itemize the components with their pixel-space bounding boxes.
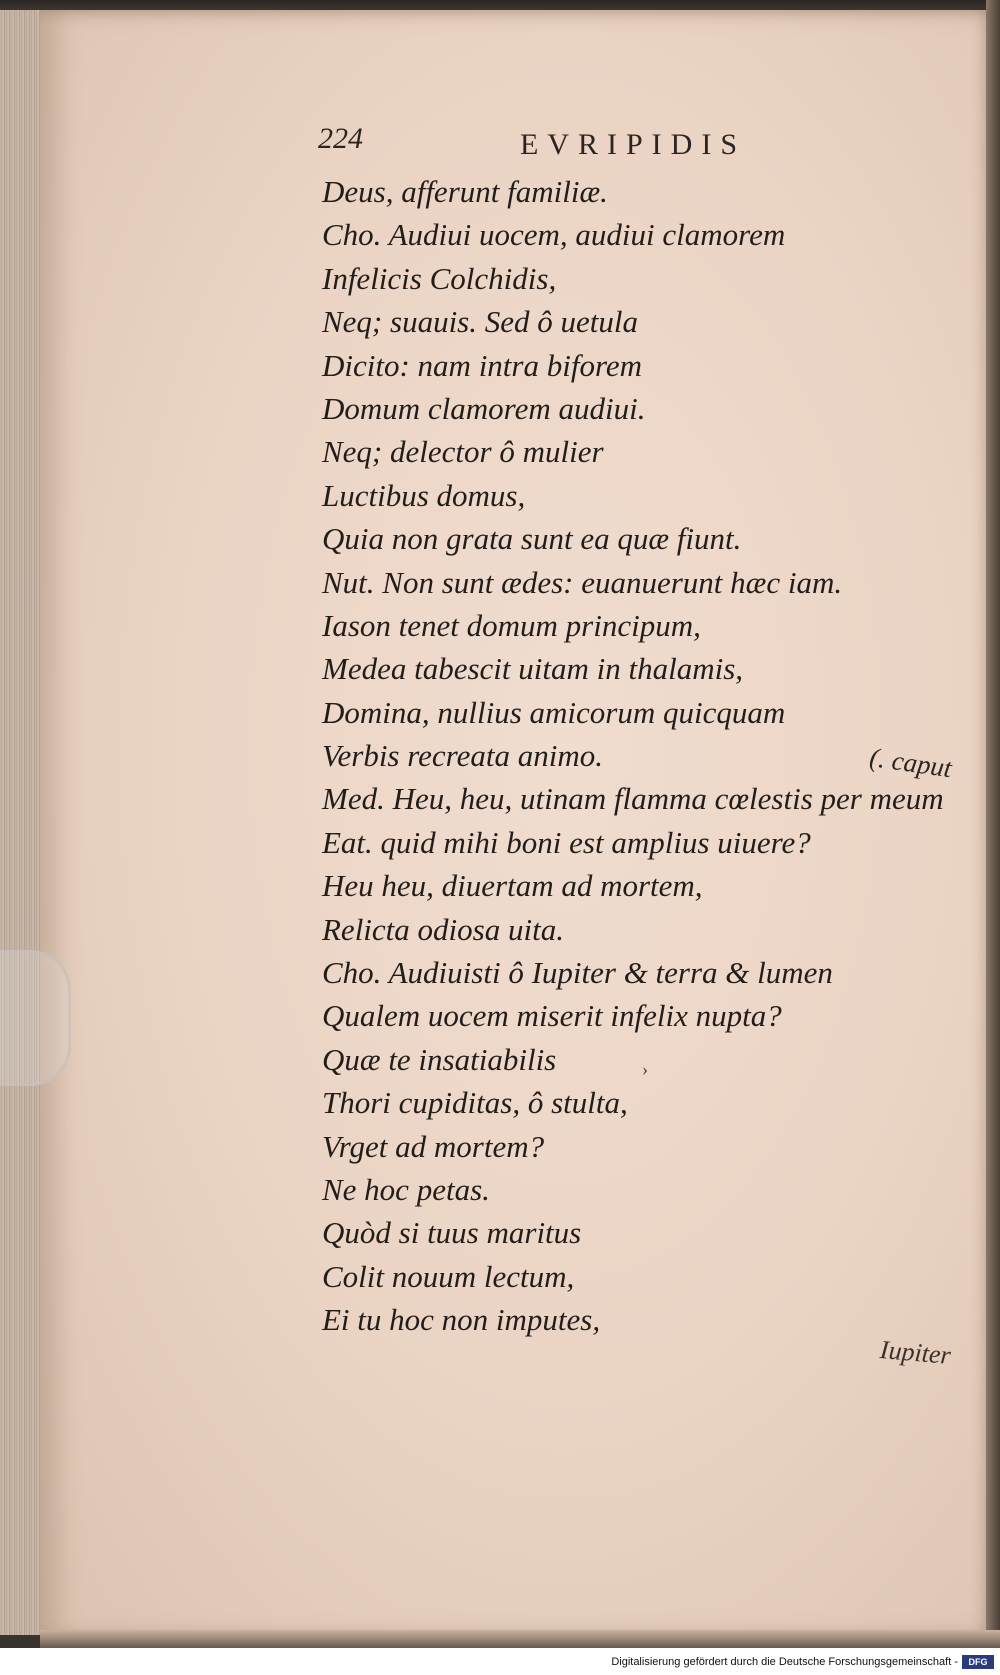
verse-line: Domina, nullius amicorum quicquam (322, 694, 786, 730)
verse-line: Domum clamorem audiui. (322, 390, 646, 426)
verse-line: Quæ te insatiabilis (322, 1041, 557, 1077)
page-number: 224 (318, 122, 363, 155)
page-clip (0, 950, 71, 1086)
verse-line: Medea tabescit uitam in thalamis, (322, 651, 744, 687)
verse-line: Thori cupiditas, ô stulta, (322, 1085, 628, 1121)
verse-line: Eat. quid mihi boni est amplius uiuere? (322, 824, 811, 860)
bottom-edge-shadow (40, 1630, 1000, 1648)
verse-line: Heu heu, diuertam ad mortem, (322, 868, 703, 904)
verse-line: Colit nouum lectum, (322, 1258, 575, 1294)
verse-line: Deus, afferunt familiæ. (322, 174, 608, 209)
verse-line: Nut. Non sunt ædes: euanuerunt hæc iam. (322, 564, 843, 600)
right-edge-shadow (986, 0, 1000, 1648)
catchword: Iupiter (878, 1334, 952, 1371)
verse-line: Verbis recreata animo. (322, 738, 603, 774)
footer-credit: Digitalisierung gefördert durch die Deutsche Forschungsgemeinschaft - (611, 1656, 958, 1668)
running-head: EVRIPIDIS (520, 128, 747, 161)
verse-line: Ne hoc petas. (322, 1171, 490, 1207)
verse-line: Ei tu hoc non imputes, (322, 1302, 601, 1338)
page-header (0, 122, 1000, 162)
verse-line: Cho. Audiuisti ô Iupiter & terra & lumen (322, 955, 833, 991)
ink-mark-icon: › (642, 1059, 648, 1079)
verse-line: Iason tenet domum principum, (322, 607, 701, 643)
digitization-footer (0, 1650, 1000, 1675)
verse-line: Med. Heu, heu, utinam flamma cœlestis per meum (322, 781, 944, 817)
verse-text (322, 170, 942, 1342)
verse-line: Luctibus domus, (322, 477, 526, 513)
verse-line: Neq; suauis. Sed ô uetula (322, 304, 638, 340)
verse-line: Cho. Audiui uocem, audiui clamorem (322, 217, 786, 253)
verse-line: Neq; delector ô mulier (322, 434, 604, 470)
verse-line: Qualem uocem miserit infelix nupta? (322, 998, 782, 1034)
verse-line: Vrget ad mortem? (322, 1128, 545, 1164)
margin-note: (. caput (867, 742, 954, 784)
verse-line: Quia non grata sunt ea quæ fiunt. (322, 521, 742, 557)
verse-line: Quòd si tuus maritus (322, 1215, 582, 1251)
verse-line: Relicta odiosa uita. (322, 911, 564, 947)
verse-line: Infelicis Colchidis, (322, 260, 557, 296)
verse-line: Dicito: nam intra biforem (322, 347, 643, 383)
dfg-logo-icon: DFG (962, 1655, 994, 1669)
